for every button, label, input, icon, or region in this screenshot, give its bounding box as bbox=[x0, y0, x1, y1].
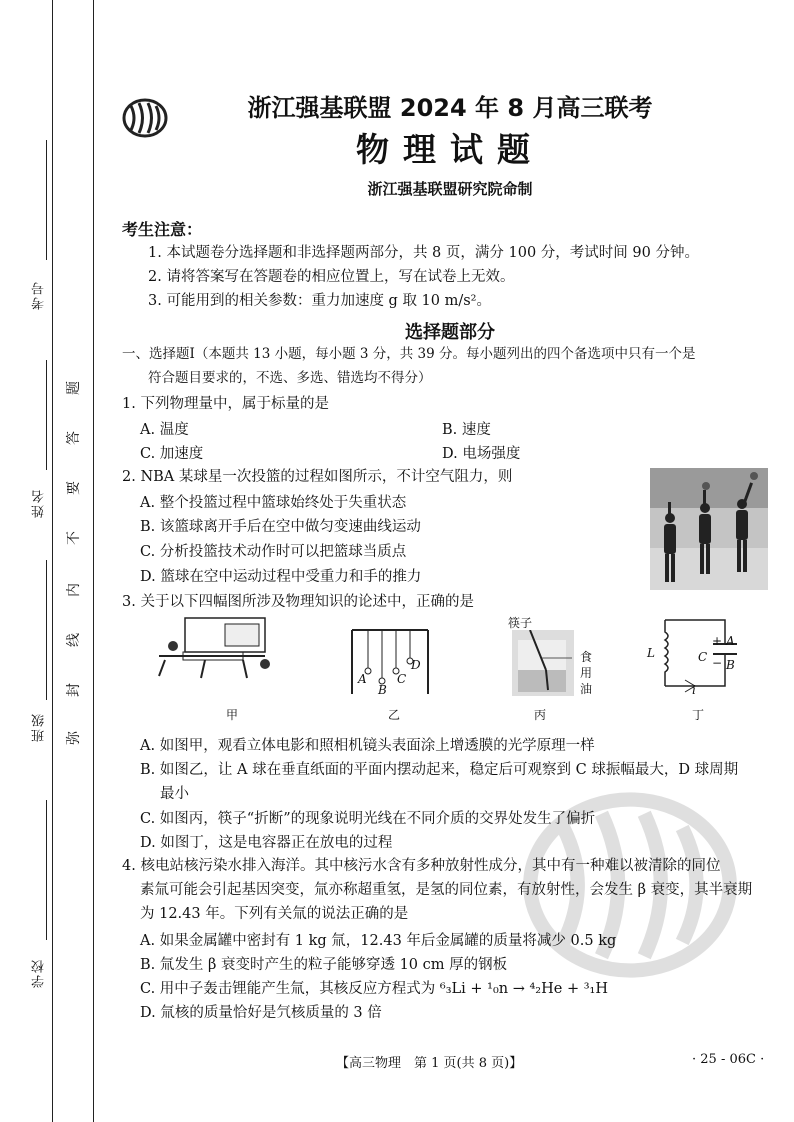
plate-b-label: B bbox=[726, 658, 735, 672]
q4-stem-line3: 为 12.43 年。下列有关氚的说法正确的是 bbox=[140, 906, 409, 922]
ball-label-a: A bbox=[358, 672, 367, 686]
minus-label: − bbox=[712, 656, 723, 670]
figure-jia-label: 甲 bbox=[226, 708, 239, 722]
page-footer: 【高三物理 第 1 页(共 8 页)】 bbox=[336, 1056, 523, 1071]
exam-id-label: 考号 bbox=[32, 280, 47, 310]
q4-option-d: D. 氚核的质量恰好是氕核质量的 3 倍 bbox=[140, 1005, 382, 1021]
school-label: 学校 bbox=[32, 958, 47, 988]
plate-a-label: A bbox=[726, 634, 735, 648]
q2-stem: 2. NBA 某球星一次投篮的过程如图所示，不计空气阻力，则 bbox=[122, 469, 513, 485]
q4-option-a: A. 如果金属罐中密封有 1 kg 氚，12.43 年后金属罐的质量将减少 0.5 kg bbox=[140, 933, 617, 949]
q3-option-c: C. 如图丙，筷子“折断”的现象说明光线在不同介质的交界处发生了偏折 bbox=[140, 811, 596, 827]
q3-option-a: A. 如图甲，观看立体电影和照相机镜头表面涂上增透膜的光学原理一样 bbox=[140, 738, 595, 754]
school-underline bbox=[46, 800, 47, 940]
notice-heading: 考生注意： bbox=[122, 220, 203, 239]
class-label: 班级 bbox=[32, 712, 47, 742]
exam-id-underline bbox=[46, 140, 47, 260]
chopsticks-label: 筷子 bbox=[508, 616, 533, 630]
q1-stem: 1. 下列物理量中，属于标量的是 bbox=[122, 396, 329, 412]
q3-option-b-line2: 最小 bbox=[160, 786, 189, 802]
current-label: i bbox=[692, 683, 696, 697]
ball-label-d: D bbox=[411, 658, 421, 672]
exam-code: · 25 - 06C · bbox=[692, 1052, 765, 1067]
q2-option-b: B. 该篮球离开手后在空中做匀变速曲线运动 bbox=[140, 519, 421, 535]
seal-char-7: 封 bbox=[66, 683, 82, 697]
organizer: 浙江强基联盟研究院命制 bbox=[367, 180, 533, 198]
figure-yi-label: 乙 bbox=[388, 708, 401, 722]
seal-char-8: 弥 bbox=[66, 731, 82, 745]
q1-option-a: A. 温度 bbox=[140, 422, 189, 438]
margin-line-inner bbox=[93, 0, 94, 1122]
notice-item-1: 1. 本试题卷分选择题和非选择题两部分，共 8 页，满分 100 分，考试时间 90 分钟。 bbox=[148, 245, 699, 261]
seal-char-4: 不 bbox=[66, 531, 82, 545]
seal-char-5: 内 bbox=[66, 583, 82, 597]
q4-option-b: B. 氚发生 β 衰变时产生的粒子能够穿透 10 cm 厚的钢板 bbox=[140, 957, 508, 973]
ball-label-b: B bbox=[378, 683, 387, 697]
notice-item-2: 2. 请将答案写在答题卷的相应位置上，写在试卷上无效。 bbox=[148, 269, 515, 285]
q3-option-b-line1: B. 如图乙，让 A 球在垂直纸面的平面内摆动起来，稳定后可观察到 C 球振幅最大，D 球周期 bbox=[140, 762, 739, 778]
figure-jia-apparatus bbox=[155, 612, 285, 682]
figure-ding-label: 丁 bbox=[692, 708, 705, 722]
basketball-shot-photo bbox=[650, 468, 768, 590]
oil-label-3: 油 bbox=[580, 682, 593, 696]
seal-char-1: 题 bbox=[66, 381, 82, 395]
subject-title: 物理试题 bbox=[356, 130, 544, 169]
oil-label-1: 食 bbox=[580, 650, 593, 664]
notice-item-3: 3. 可能用到的相关参数：重力加速度 g 取 10 m/s²。 bbox=[148, 293, 491, 309]
q4-stem-line2: 素氚可能会引起基因突变，氚亦称超重氢，是氢的同位素，有放射性，会发生 β 衰变，其半衰期 bbox=[140, 882, 753, 898]
seal-char-6: 线 bbox=[66, 633, 82, 647]
q2-option-c: C. 分析投篮技术动作时可以把篮球当质点 bbox=[140, 544, 407, 560]
plus-label: + bbox=[712, 634, 723, 648]
q1-option-c: C. 加速度 bbox=[140, 446, 204, 462]
margin-line-outer bbox=[52, 0, 53, 1122]
q2-option-a: A. 整个投篮过程中篮球始终处于失重状态 bbox=[140, 495, 407, 511]
figure-bing-chopsticks bbox=[512, 630, 574, 696]
name-underline bbox=[46, 360, 47, 470]
q1-option-d: D. 电场强度 bbox=[442, 446, 521, 462]
figure-bing-label: 丙 bbox=[534, 708, 547, 722]
section-title: 选择题部分 bbox=[405, 322, 495, 343]
part1-intro-1: 一、选择题Ⅰ（本题共 13 小题，每小题 3 分，共 39 分。每小题列出的四个备选项中只有一个是 bbox=[122, 346, 696, 362]
q2-option-d: D. 篮球在空中运动过程中受重力和手的推力 bbox=[140, 569, 422, 585]
capacitor-label: C bbox=[698, 650, 708, 664]
oil-label-2: 用 bbox=[580, 666, 593, 680]
inductor-label: L bbox=[647, 646, 655, 660]
ball-label-c: C bbox=[397, 672, 407, 686]
class-underline bbox=[46, 560, 47, 700]
q3-stem: 3. 关于以下四幅图所涉及物理知识的论述中，正确的是 bbox=[122, 594, 474, 610]
seal-char-2: 答 bbox=[66, 431, 82, 445]
part1-intro-2: 符合题目要求的，不选、多选、错选均不得分） bbox=[148, 370, 432, 386]
q4-stem-line1: 4. 核电站核污染水排入海洋。其中核污水含有多种放射性成分，其中有一种难以被清除的同位 bbox=[122, 858, 721, 874]
exam-title: 浙江强基联盟 2024 年 8 月高三联考 bbox=[247, 94, 653, 122]
q3-option-d: D. 如图丁，这是电容器正在放电的过程 bbox=[140, 835, 393, 851]
name-label: 姓名 bbox=[32, 488, 47, 518]
seal-char-3: 要 bbox=[66, 481, 82, 495]
q1-option-b: B. 速度 bbox=[442, 422, 491, 438]
q4-option-c: C. 用中子轰击锂能产生氚，其核反应方程式为 ⁶₃Li + ¹₀n → ⁴₂He + ³₁H bbox=[140, 981, 608, 997]
